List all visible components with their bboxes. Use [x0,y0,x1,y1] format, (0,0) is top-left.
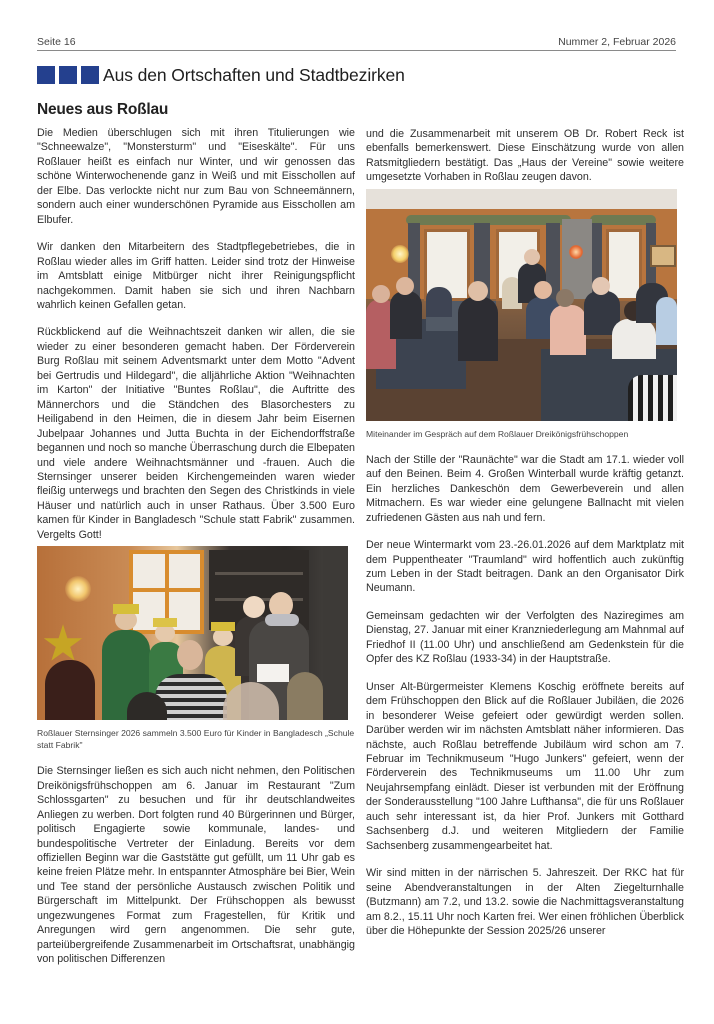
left-column [37,126,355,980]
section-title: Aus den Ortschaften und Stadtbezirken [103,64,405,85]
photo-sternsinger [37,546,348,720]
paragraph: und die Zusammenarbeit mit unserem OB Dr. Robert Reck ist ebenfalls bemerkenswert. Diese Einschätzung wurde von allen Ratsmitgliedern bestätigt. Das „Haus der Vereine" sowie weitere umgesetzte Vorhaben in Roßlau zeugen davon. [366,128,684,184]
photo-caption: Roßlauer Sternsinger 2026 sammeln 3.500 Euro für Kinder in Bangladesch „Schule statt Fabrik" [37,728,355,751]
paragraph: Nach der Stille der "Raunächte" war die Stadt am 17.1. wieder voll auf den Beinen. Beim 4. Großen Winterball wurde kräftig getanzt. Ein herzliches Dankeschön dem Gewerbeverein und allen Mitmachern. Es war wieder eine gelungene Ballnacht mit vielen zufriedenen Gästen aus nah und fern. [366,453,684,524]
section-square-icon [81,66,99,84]
section-square-icon [59,66,77,84]
paragraph: Wir danken den Mitarbeitern des Stadtpflegebetriebes, die in Roßlau wieder alles im Griff hatten. Leider sind trotz der Hinweise im Amtsblatt einige Mitbürger nicht ihrer Reinigungspflicht nachgekommen. Damit haben sie sich und ihren Nachbarn wahrlich keinen Gefallen getan. [37,241,355,311]
paragraph: Unser Alt-Bürgermeister Klemens Koschig eröffnete bereits auf dem Frühschoppen den Blick auf die Roßlauer Jubiläen, die 2026 in besonderer Weise gefeiert oder gewürdigt werden sollen. Darüber werden wir im nächsten Amtsblatt näher informieren. Das nächste, auch Roßlau betreffende Jubiläum wird schon am 7. Februar im Technikmuseum "Hugo Junkers" gefeiert, wenn der Förderverein des Technikmuseums um 11.00 Uhr zum Neujahrsempfang einlädt. Dieser ist verbunden mit der Eröffnung der Sonderausstellung "100 Jahre Lufthansa", die für uns Roßlauer auch sehr interessant ist, da hier Prof. Junkers mit Gotthard Sachsenberg d.J. und weiteren Mitgliedern der Familie Sachsenberg zusammengearbeitet hat. [366,680,684,852]
section-square-icon [37,66,55,84]
article-title: Neues aus Roßlau [37,101,169,118]
paragraph: Die Medien überschlugen sich mit ihren Titulierungen wie "Schneewalze", "Monstersturm" und "Eiseskälte". Für uns Roßlauer heißt es einfach nur Winter, und wir genossen das schöne Winterwochenende ganz in Weiß und mit Eisschollen auf der Elbe. Das verlockte nicht nur zum Bau von Schneemännern, sondern auch einer wunderschönen Pyramide aus Eisschollen am Elbufer. [37,127,355,226]
page-header [37,36,676,51]
issue-date: Nummer 2, Februar 2026 [558,36,676,48]
paragraph: Die Sternsinger ließen es sich auch nicht nehmen, den Politischen Dreikönigsfrühschoppen am 6. Januar im Restaurant "Zum Schlossgarten" zu besuchen und für ihr deutschlandweites Anliegen zu werben. Dort folgten rund 40 Bürgerinnen und Bürger, politisch Engagierte sowie kommunale, landes- und bundespolitische Vertreter der Einladung. Bereits vor dem offiziellen Beginn war die Gaststätte gut gefüllt, um 11 Uhr gab es keine freien Plätze mehr. In entspannter Atmosphäre bei Bier, Wein und Tee stand der persönliche Austausch zwischen Politik und Bürgerschaft im Mittelpunkt. Der Frühschoppen als bewusst ungezwungenes Format zum Fragestellen, für Kritik und Anregungen wird gern angenommen. Die sehr gute, parteiübergreifende Zusammenarbeit im Ortschaftsrat, unabhängig von politischen Differenzen [37,765,355,966]
paragraph: Rückblickend auf die Weihnachtszeit danken wir allen, die sie wieder zu einer besonderen gemacht haben. Der Förderverein Burg Roßlau mit seinem Adventsmarkt unter dem Motto "Advent bei Gertrudis und Hildegard", die alljährliche Aktion "Weihnachten im Karton" der Initiative "Buntes Roßlau", die Auftritte des Männerchors und die Ständchen des Blasorchesters zu Heiligabend in den Heimen, die in diesem Jahr beim Eisernen Jubelpaar Johannes und Jutta Buchta in der Eichendorffstraße begannen und noch so manche Überraschung durch die Elbepaten und viele andere Weihnachtsmänner und -frauen. Auch die Sternsinger unserer beiden Kirchengemeinden waren wieder fleißig unterwegs und brachten den Segen des Christkinds in viele Häuser und natürlich auch in unser Rathaus. Über 3.500 Euro kamen für Kinder in Bangladesch "Schule statt Fabrik" zusammen. Vergelts Gott! [37,326,355,541]
photo-caption: Miteinander im Gespräch auf dem Roßlauer Dreikönigsfrühschoppen [366,428,629,439]
photo-fruehschoppen [366,189,677,421]
paragraph: Gemeinsam gedachten wir der Verfolgten des Naziregimes am Dienstag, 27. Januar mit einer Kranzniederlegung am Mahnmal auf Friedhof II (11.00 Uhr) und anschließend am Gedenkstein für die Opfer des KZ Roßlau (1933-34) in der Hauptstraße. [366,609,684,666]
paragraph: Der neue Wintermarkt vom 23.-26.01.2026 auf dem Marktplatz mit dem Puppentheater "Traumland" wird hoffentlich auch zukünftig zum Leben in der Stadt beitragen. Dank an den Organisator Dirk Neumann. [366,539,684,595]
section-heading [37,64,405,86]
paragraph: Wir sind mitten in der närrischen 5. Jahreszeit. Der RKC hat für seine Abendveranstaltungen in der Alten Ziegelturnhalle (Butzmann) am 7.2, und 13.2. sowie die Nachmittagsveranstaltung am 8.2., 15.11 Uhr noch Karten frei. Wer einen fröhlichen Überblick über die Höhepunkte der Session 2025/26 unserer [366,867,684,937]
page-number: Seite 16 [37,36,76,48]
right-column [366,127,684,951]
